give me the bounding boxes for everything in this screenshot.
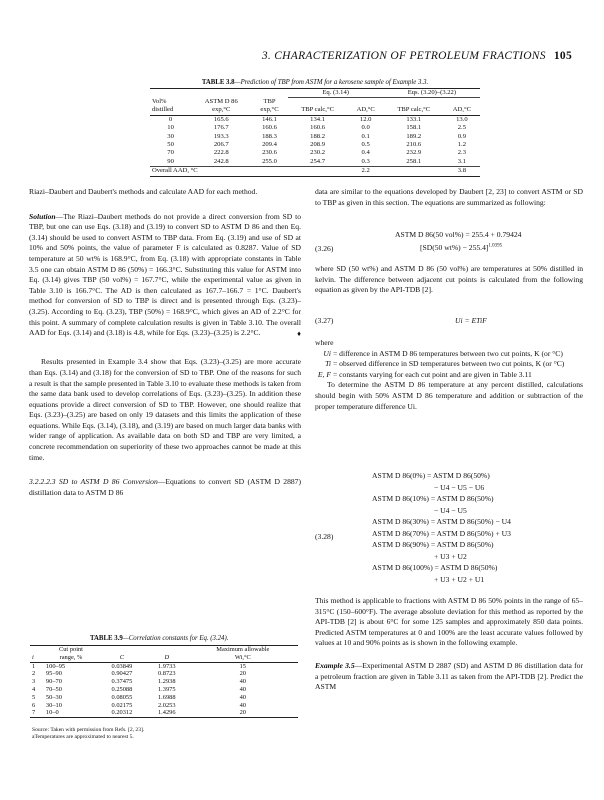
col-i: i bbox=[32, 653, 34, 661]
definition-ef bbox=[315, 370, 583, 381]
col-cut-2: range, % bbox=[59, 653, 83, 661]
solution-paragraph bbox=[29, 212, 301, 339]
cell: 15 bbox=[239, 662, 246, 670]
col-astm: ASTM D 86 bbox=[204, 97, 238, 105]
cell: 209.4 bbox=[262, 140, 277, 148]
overall-aad-eq314: 2.2 bbox=[361, 167, 370, 175]
table-3-9-caption bbox=[90, 635, 310, 642]
equation-number: (3.27) bbox=[315, 316, 334, 325]
cell: 254.7 bbox=[310, 157, 326, 165]
cell: 1.2938 bbox=[157, 678, 176, 686]
table-header-row bbox=[150, 106, 480, 115]
cell: 0.08055 bbox=[111, 693, 133, 701]
cell: 0.03849 bbox=[111, 662, 133, 670]
cell: 1.2 bbox=[457, 140, 466, 148]
cell: 40 bbox=[239, 693, 246, 701]
cell: 0.37475 bbox=[111, 678, 133, 686]
equation-3-26-text: [SD(50 wt%) − 255.4] bbox=[420, 243, 489, 252]
cell: 160.6 bbox=[262, 124, 277, 132]
col-ad-2: AD,°C bbox=[452, 106, 471, 114]
section-text: —Equations to convert SD (ASTM D 2887) distillation data to ASTM D 86 bbox=[29, 477, 301, 497]
table-note: aTemperatures are approximated to nearest 5. bbox=[32, 734, 134, 740]
cell: 133.1 bbox=[406, 115, 422, 123]
col-max-2: Wi,°C bbox=[234, 653, 251, 661]
cell: 2.0253 bbox=[157, 701, 176, 709]
equation-number: (3.28) bbox=[315, 532, 334, 541]
cell: 0.8723 bbox=[157, 670, 176, 678]
cell: 255.0 bbox=[262, 157, 277, 165]
equation-3-26-exponent: 1.0395 bbox=[488, 243, 503, 249]
cell: 90–70 bbox=[45, 678, 62, 686]
group-eq-3-14: Eq. (3.14) bbox=[288, 89, 384, 98]
cell: 0.4 bbox=[361, 149, 370, 157]
cell: 0.02175 bbox=[111, 701, 133, 709]
cell: 90 bbox=[167, 157, 174, 165]
cell: 2 bbox=[32, 670, 36, 678]
equation-line: − U4 − U5 bbox=[434, 505, 467, 515]
overall-aad-eq320: 3.8 bbox=[457, 167, 466, 175]
cell: 2.5 bbox=[457, 124, 466, 132]
right-column-intro bbox=[315, 187, 583, 208]
cell: 20 bbox=[239, 670, 246, 678]
cell: 206.7 bbox=[213, 140, 229, 148]
cell: 6 bbox=[32, 701, 36, 709]
cell: 30–10 bbox=[45, 701, 62, 709]
cell: 10–0 bbox=[45, 709, 59, 717]
cell: 176.7 bbox=[213, 124, 229, 132]
table-header-row bbox=[30, 646, 298, 654]
equation-number: (3.26) bbox=[315, 244, 334, 253]
cell: 208.9 bbox=[310, 140, 326, 148]
cell: 1 bbox=[32, 662, 36, 670]
cell: 0.25088 bbox=[111, 685, 133, 693]
cell: 193.3 bbox=[213, 132, 229, 140]
col-c: C bbox=[119, 653, 125, 661]
col-max: Maximum allowable bbox=[216, 646, 270, 653]
symbol-t: Ti bbox=[325, 359, 331, 369]
cell: 242.8 bbox=[213, 157, 229, 165]
cell: 1.4296 bbox=[157, 709, 176, 717]
cell: 95–90 bbox=[45, 670, 62, 678]
cell: 210.6 bbox=[406, 140, 422, 148]
definition-text: = constants varying for each cut point and are given in Table 3.11 bbox=[333, 369, 532, 379]
page-number: 105 bbox=[553, 50, 572, 62]
paragraph: To determine the ASTM D 86 temperature at any percent distilled, calculations should begin with 50% ASTM D 86 temperature and addition or subtraction of the proper temperature difference Ui. bbox=[315, 380, 583, 411]
col-vol-2: distilled bbox=[152, 106, 174, 114]
example-text: —Experimental ASTM D 2887 (SD) and ASTM D 86 distillation data for a petroleum fraction are given in Table 3.11 as taken from the API-TDB [2]. Predict the ASTM bbox=[315, 660, 583, 692]
table-3-9-label: TABLE 3.9 bbox=[90, 635, 123, 642]
right-column-bottom bbox=[315, 596, 583, 693]
cell: 0.9 bbox=[457, 132, 466, 140]
solution-label: Solution bbox=[29, 211, 56, 221]
col-tbp-2: exp,°C bbox=[260, 106, 279, 114]
cell: 1.3975 bbox=[157, 685, 176, 693]
cell: 165.6 bbox=[213, 115, 229, 123]
table-header-row bbox=[30, 654, 298, 662]
definitions bbox=[315, 338, 583, 412]
cell: 134.1 bbox=[310, 115, 326, 123]
cell: 7 bbox=[32, 709, 36, 717]
cell: 70 bbox=[167, 149, 174, 157]
col-d: D bbox=[164, 653, 170, 661]
cell: 232.9 bbox=[406, 149, 422, 157]
cell: 40 bbox=[239, 685, 246, 693]
cell: 1.9733 bbox=[157, 662, 176, 670]
cell: 188.3 bbox=[262, 132, 277, 140]
table-row bbox=[150, 158, 480, 167]
symbol-ef: E, F bbox=[317, 369, 331, 379]
paragraph: where SD (50 wt%) and ASTM D 86 (50 vol%) are temperatures at 50% distilled in kelvin. The difference between adjacent cut points is calculated from the following equation as given by the API-TDB [2]. bbox=[315, 264, 583, 295]
equation-line: ASTM D 86(70%) = ASTM D 86(50%) + U3 bbox=[372, 528, 511, 538]
example-paragraph bbox=[315, 661, 583, 693]
cell: 188.2 bbox=[310, 132, 326, 140]
table-3-8-caption bbox=[150, 79, 480, 86]
table-row bbox=[150, 141, 480, 149]
example-label: Example 3.5 bbox=[315, 660, 355, 670]
table-row bbox=[30, 662, 298, 670]
col-vol: Vol% bbox=[152, 97, 167, 105]
cell: 0.3 bbox=[361, 157, 370, 165]
equation-line: ASTM D 86(100%) = ASTM D 86(50%) bbox=[372, 563, 498, 572]
equation-line: ASTM D 86(10%) = ASTM D 86(50%) bbox=[372, 494, 494, 503]
cell: 3 bbox=[32, 678, 36, 686]
definition-text: = observed difference in SD temperatures between two cut points, K (or °C) bbox=[333, 359, 565, 369]
solution-text: —The Riazi–Daubert methods do not provide a direct conversion from SD to TBP, but one can use Eqs. (3.18) and (3.19) to convert SD to ASTM D 86 and then Eq. (3.14) should be used to convert ASTM to TBP data. From Eq. (3.19) and use of SD at 10% and 50% points, the value of parameter F is calculated as 0.8287. Value of SD temperature at 50 wt% is 168.9°C, from Eq. (3.18) with appropriate constants in Table 3.5 one can obtain ASTM D 86 (50%) = 166.3°C. Substituting this value for ASTM into Eq. (3.14) gives TBP (50 vol%) = 167.7°C, while the experimental value as given in Table 3.10 is 166.7°C. The AD is then calculated as 167.7–166.7 = 1°C. Daubert's method for conversion of SD to TBP is direct and is presented through Eqs. (3.23)–(3.25). According to Eq. (3.23), TBP (50%) = 168.9°C, which gives an AD of 2.2°C for this point. A summary of complete calculation results is given in Table 3.10. The overall AAD for Eqs. (3.14) and (3.18) is 4.8, while for Eqs. (3.23)–(3.25) is 2.2°C. bbox=[29, 211, 301, 338]
cell: 222.8 bbox=[213, 149, 229, 157]
table-3-8-caption-text: —Prediction of TBP from ASTM for a kerosene sample of Example 3.3. bbox=[234, 79, 429, 86]
paragraph: This method is applicable to fractions with ASTM D 86 50% points in the range of 65–315°C (150–600°F). The average absolute deviation for this method as reported by the API-TDB [2] is about 6°C for some 125 samples and approximately 850 data points. Predicted ASTM temperatures at 0 and 100% are the least accurate values followed by values at 10 and 90% points as is shown in the following example. bbox=[315, 596, 583, 648]
cell: 0.90427 bbox=[111, 670, 133, 678]
section-paragraph bbox=[29, 477, 301, 498]
definition-t bbox=[315, 359, 583, 370]
table-source: Source: Taken with permission from Refs. [2, 23]. bbox=[32, 727, 145, 733]
cell: 0.5 bbox=[361, 140, 370, 148]
equation-line: − U4 − U5 − U6 bbox=[434, 482, 485, 492]
paragraph: Results presented in Example 3.4 show that Eqs. (3.23)–(3.25) are more accurate than Eqs. (3.14) and (3.18) for the conversion of SD to TBP. One of the reasons for such a result is that the sample presented in Table 3.10 to evaluate these methods is taken from the same data bank used to develop correlations of Eqs. (3.23)–(3.25). In addition these equations provide a direct conversion of SD to TBP. However, one should realize that Eqs. (3.23)–(3.25) are based on only 19 datasets and this limits the application of these equations. While Eqs. (3.14), (3.18), and (3.19) are based on much larger data banks with wider range of application. As available data on both SD and TBP are very limited, a concrete recommendation on superiority of these two approaches cannot be made at this time. bbox=[29, 357, 301, 462]
equation-3-28 bbox=[372, 470, 582, 585]
equation-line: ASTM D 86(0%) = ASTM D 86(50%) bbox=[372, 471, 490, 480]
table-header-row bbox=[150, 98, 480, 106]
cell: 230.6 bbox=[262, 149, 277, 157]
cell: 1.6988 bbox=[157, 693, 176, 701]
where-label: where bbox=[315, 338, 334, 347]
table-row bbox=[150, 115, 480, 124]
cell: 10 bbox=[167, 124, 174, 132]
symbol-u: Ui bbox=[323, 348, 331, 358]
equation-3-26-line2 bbox=[420, 243, 502, 252]
equation-line: ASTM D 86(30%) = ASTM D 86(50%) − U4 bbox=[372, 517, 511, 526]
cell: 258.1 bbox=[406, 157, 422, 165]
cell: 146.1 bbox=[262, 115, 277, 123]
cell: 50 bbox=[167, 140, 174, 148]
table-row bbox=[30, 694, 298, 702]
running-title: 3. CHARACTERIZATION OF PETROLEUM FRACTIONS bbox=[261, 50, 546, 62]
cell: 0 bbox=[168, 115, 173, 123]
table-3-9-footnotes bbox=[32, 727, 300, 741]
table-row bbox=[30, 702, 298, 710]
cell: 12.0 bbox=[359, 115, 372, 123]
cell: 0.1 bbox=[361, 132, 370, 140]
definition-text: = difference in ASTM D 86 temperatures between two cut points, K (or °C) bbox=[333, 348, 563, 358]
cell: 0.20312 bbox=[111, 709, 133, 717]
cell: 40 bbox=[239, 701, 246, 709]
definition-u bbox=[315, 349, 583, 360]
group-eq-3-20: Eqs. (3.20)–(3.22) bbox=[384, 89, 480, 98]
paragraph: data are similar to the equations developed by Daubert [2, 23] to convert ASTM or SD to TBP as given in this section. The equations are summarized as following: bbox=[315, 187, 583, 207]
cell: 2.3 bbox=[457, 149, 466, 157]
table-row bbox=[150, 124, 480, 132]
paragraph: Riazi–Daubert and Daubert's methods and calculate AAD for each method. bbox=[29, 187, 258, 196]
table-row bbox=[30, 670, 298, 678]
cell: 189.2 bbox=[406, 132, 422, 140]
running-header bbox=[0, 50, 572, 62]
section-title: 3.2.2.2.3 SD to ASTM D 86 Conversion bbox=[29, 477, 158, 487]
equation-3-27: Ui = ETiF bbox=[455, 316, 487, 325]
table-row bbox=[30, 709, 298, 717]
table-summary-row bbox=[150, 167, 480, 176]
cell: 4 bbox=[32, 685, 36, 693]
table-row bbox=[30, 678, 298, 686]
overall-aad-label: Overall AAD, °C bbox=[152, 167, 198, 175]
table-3-8-label: TABLE 3.8 bbox=[201, 79, 235, 86]
cell: 230.2 bbox=[310, 149, 326, 157]
equation-line: + U3 + U2 bbox=[434, 551, 467, 561]
equation-line: ASTM D 86(90%) = ASTM D 86(50%) bbox=[372, 540, 494, 549]
col-calc-2: TBP calc,°C bbox=[397, 106, 431, 114]
cell: 5 bbox=[32, 693, 36, 701]
right-column-p2 bbox=[315, 264, 583, 296]
cell: 30 bbox=[167, 132, 174, 140]
cell: 70–50 bbox=[45, 685, 62, 693]
cell: 100–95 bbox=[45, 662, 66, 670]
col-cut: Cut point bbox=[58, 646, 83, 653]
end-of-example-mark: ♦ bbox=[297, 328, 301, 338]
col-calc-1: TBP calc,°C bbox=[301, 106, 334, 114]
cell: 3.1 bbox=[457, 157, 466, 165]
table-row bbox=[30, 686, 298, 694]
cell: 158.1 bbox=[406, 124, 422, 132]
left-column bbox=[29, 187, 301, 498]
col-astm-2: exp,°C bbox=[212, 106, 231, 114]
table-3-8 bbox=[150, 88, 480, 177]
cell: 50–30 bbox=[45, 693, 62, 701]
cell: 13.0 bbox=[456, 115, 468, 123]
cell: 40 bbox=[239, 678, 246, 686]
table-row bbox=[150, 133, 480, 141]
col-tbp: TBP bbox=[263, 97, 276, 105]
table-header-row bbox=[150, 89, 480, 98]
cell: 20 bbox=[239, 709, 246, 717]
equation-3-26-line1: ASTM D 86(50 vol%) = 255.4 + 0.79424 bbox=[395, 230, 522, 239]
cell: 0.0 bbox=[361, 124, 370, 132]
table-3-9 bbox=[30, 645, 298, 718]
table-3-9-caption-text: —Correlation constants for Eq. (3.24). bbox=[122, 635, 229, 642]
cell: 160.6 bbox=[310, 124, 326, 132]
col-ad-1: AD,°C bbox=[356, 106, 375, 114]
table-row bbox=[150, 149, 480, 157]
equation-line: + U3 + U2 + U1 bbox=[434, 574, 485, 584]
